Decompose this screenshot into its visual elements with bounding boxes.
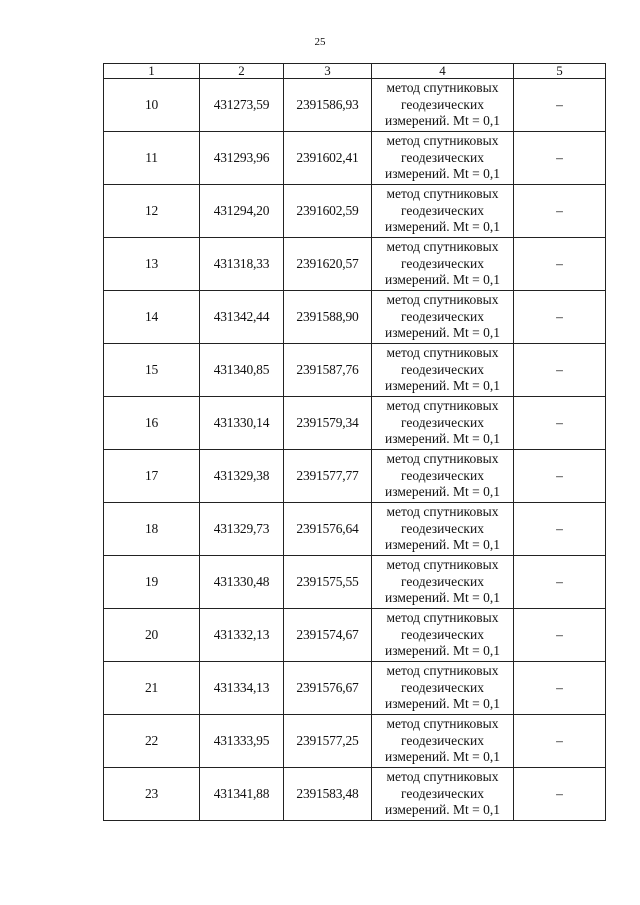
x-coordinate-cell: 431341,88	[200, 768, 284, 821]
x-coordinate-cell: 431329,38	[200, 450, 284, 503]
note-cell: –	[514, 768, 606, 821]
x-coordinate-cell: 431332,13	[200, 609, 284, 662]
note-cell: –	[514, 715, 606, 768]
point-number-cell: 20	[104, 609, 200, 662]
point-number-cell: 11	[104, 132, 200, 185]
method-cell: метод спутниковых геодезических измерений. Mt = 0,1	[372, 397, 514, 450]
method-cell: метод спутниковых геодезических измерений. Mt = 0,1	[372, 503, 514, 556]
header-row	[104, 64, 606, 79]
method-cell: метод спутниковых геодезических измерений. Mt = 0,1	[372, 609, 514, 662]
table-row	[104, 609, 606, 662]
table-row	[104, 291, 606, 344]
point-number-cell: 12	[104, 185, 200, 238]
y-coordinate-cell: 2391620,57	[284, 238, 372, 291]
point-number-cell: 15	[104, 344, 200, 397]
method-cell: метод спутниковых геодезических измерений. Mt = 0,1	[372, 715, 514, 768]
x-coordinate-cell: 431329,73	[200, 503, 284, 556]
x-coordinate-cell: 431334,13	[200, 662, 284, 715]
x-coordinate-cell: 431340,85	[200, 344, 284, 397]
x-coordinate-cell: 431330,48	[200, 556, 284, 609]
point-number-cell: 19	[104, 556, 200, 609]
method-cell: метод спутниковых геодезических измерений. Mt = 0,1	[372, 768, 514, 821]
x-coordinate-cell: 431333,95	[200, 715, 284, 768]
y-coordinate-cell: 2391575,55	[284, 556, 372, 609]
method-cell: метод спутниковых геодезических измерений. Mt = 0,1	[372, 238, 514, 291]
method-cell: метод спутниковых геодезических измерений. Mt = 0,1	[372, 79, 514, 132]
y-coordinate-cell: 2391579,34	[284, 397, 372, 450]
y-coordinate-cell: 2391583,48	[284, 768, 372, 821]
note-cell: –	[514, 132, 606, 185]
point-number-cell: 13	[104, 238, 200, 291]
column-header: 2	[200, 64, 284, 79]
x-coordinate-cell: 431294,20	[200, 185, 284, 238]
table-row	[104, 450, 606, 503]
method-cell: метод спутниковых геодезических измерений. Mt = 0,1	[372, 450, 514, 503]
x-coordinate-cell: 431318,33	[200, 238, 284, 291]
note-cell: –	[514, 450, 606, 503]
point-number-cell: 18	[104, 503, 200, 556]
y-coordinate-cell: 2391577,77	[284, 450, 372, 503]
column-header: 5	[514, 64, 606, 79]
table-row	[104, 79, 606, 132]
y-coordinate-cell: 2391576,64	[284, 503, 372, 556]
point-number-cell: 22	[104, 715, 200, 768]
point-number-cell: 10	[104, 79, 200, 132]
note-cell: –	[514, 609, 606, 662]
table-row	[104, 503, 606, 556]
note-cell: –	[514, 291, 606, 344]
table-row	[104, 132, 606, 185]
note-cell: –	[514, 397, 606, 450]
y-coordinate-cell: 2391577,25	[284, 715, 372, 768]
table-row	[104, 344, 606, 397]
point-number-cell: 16	[104, 397, 200, 450]
table-row	[104, 556, 606, 609]
x-coordinate-cell: 431330,14	[200, 397, 284, 450]
method-cell: метод спутниковых геодезических измерений. Mt = 0,1	[372, 185, 514, 238]
table-row	[104, 397, 606, 450]
page-number: 25	[314, 36, 326, 48]
x-coordinate-cell: 431342,44	[200, 291, 284, 344]
table-row	[104, 715, 606, 768]
y-coordinate-cell: 2391574,67	[284, 609, 372, 662]
y-coordinate-cell: 2391586,93	[284, 79, 372, 132]
table-row	[104, 238, 606, 291]
note-cell: –	[514, 344, 606, 397]
column-header: 3	[284, 64, 372, 79]
coordinates-table	[103, 63, 606, 821]
method-cell: метод спутниковых геодезических измерений. Mt = 0,1	[372, 556, 514, 609]
point-number-cell: 17	[104, 450, 200, 503]
y-coordinate-cell: 2391587,76	[284, 344, 372, 397]
point-number-cell: 21	[104, 662, 200, 715]
table-row	[104, 185, 606, 238]
note-cell: –	[514, 662, 606, 715]
column-header: 4	[372, 64, 514, 79]
y-coordinate-cell: 2391588,90	[284, 291, 372, 344]
x-coordinate-cell: 431273,59	[200, 79, 284, 132]
y-coordinate-cell: 2391576,67	[284, 662, 372, 715]
method-cell: метод спутниковых геодезических измерений. Mt = 0,1	[372, 344, 514, 397]
method-cell: метод спутниковых геодезических измерений. Mt = 0,1	[372, 291, 514, 344]
point-number-cell: 14	[104, 291, 200, 344]
y-coordinate-cell: 2391602,59	[284, 185, 372, 238]
x-coordinate-cell: 431293,96	[200, 132, 284, 185]
note-cell: –	[514, 556, 606, 609]
method-cell: метод спутниковых геодезических измерений. Mt = 0,1	[372, 662, 514, 715]
method-cell: метод спутниковых геодезических измерений. Mt = 0,1	[372, 132, 514, 185]
table-row	[104, 662, 606, 715]
column-header: 1	[104, 64, 200, 79]
table-body	[104, 64, 606, 821]
table-row	[104, 768, 606, 821]
note-cell: –	[514, 238, 606, 291]
y-coordinate-cell: 2391602,41	[284, 132, 372, 185]
point-number-cell: 23	[104, 768, 200, 821]
note-cell: –	[514, 503, 606, 556]
note-cell: –	[514, 185, 606, 238]
note-cell: –	[514, 79, 606, 132]
